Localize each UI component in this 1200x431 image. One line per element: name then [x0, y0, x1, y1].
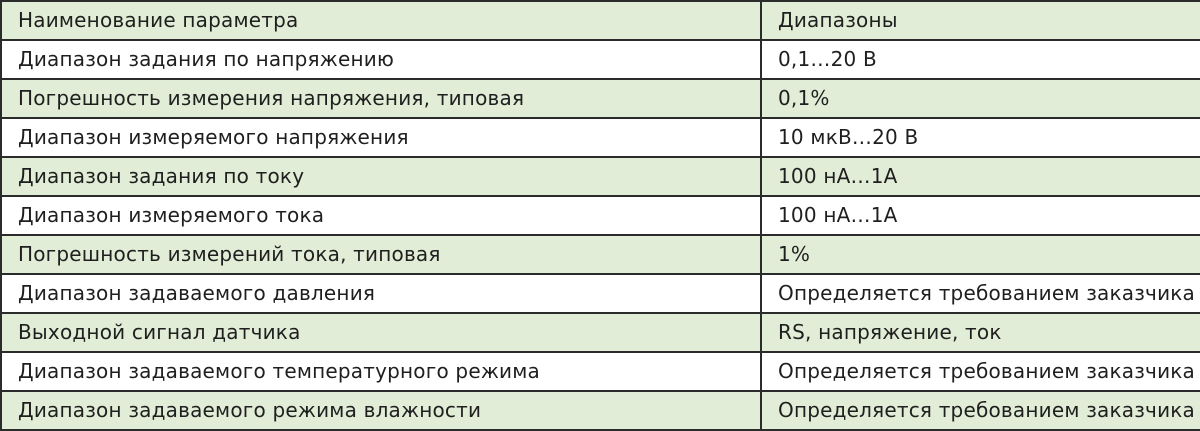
table-row: [1, 352, 1200, 391]
range-value-cell: 10 мкВ…20 В: [761, 118, 1200, 157]
table-header-row: [1, 1, 1200, 40]
parameter-name-cell: Погрешность измерений тока, типовая: [1, 235, 761, 274]
table-row: [1, 313, 1200, 352]
parameter-name-cell: Диапазон задания по напряжению: [1, 40, 761, 79]
table-row: [1, 157, 1200, 196]
parameter-name-cell: Погрешность измерения напряжения, типовая: [1, 79, 761, 118]
parameter-name-cell: Диапазон измеряемого тока: [1, 196, 761, 235]
parameter-name-cell: Диапазон измеряемого напряжения: [1, 118, 761, 157]
table-row: [1, 79, 1200, 118]
range-value-cell: 0,1…20 В: [761, 40, 1200, 79]
range-value-cell: Определяется требованием заказчика: [761, 274, 1200, 313]
table-row: [1, 391, 1200, 430]
parameter-name-cell: Диапазон задаваемого температурного режима: [1, 352, 761, 391]
range-value-cell: 100 нА…1А: [761, 157, 1200, 196]
header-cell-ranges: Диапазоны: [761, 1, 1200, 40]
table-row: [1, 235, 1200, 274]
range-value-cell: 100 нА…1А: [761, 196, 1200, 235]
parameter-name-cell: Диапазон задания по току: [1, 157, 761, 196]
range-value-cell: Определяется требованием заказчика: [761, 391, 1200, 430]
header-cell-parameter-name: Наименование параметра: [1, 1, 761, 40]
table-row: [1, 40, 1200, 79]
table-row: [1, 196, 1200, 235]
table-row: [1, 274, 1200, 313]
parameter-name-cell: Диапазон задаваемого давления: [1, 274, 761, 313]
table-row: [1, 118, 1200, 157]
parameter-name-cell: Диапазон задаваемого режима влажности: [1, 391, 761, 430]
range-value-cell: RS, напряжение, ток: [761, 313, 1200, 352]
range-value-cell: 1%: [761, 235, 1200, 274]
range-value-cell: 0,1%: [761, 79, 1200, 118]
range-value-cell: Определяется требованием заказчика: [761, 352, 1200, 391]
parameter-name-cell: Выходной сигнал датчика: [1, 313, 761, 352]
